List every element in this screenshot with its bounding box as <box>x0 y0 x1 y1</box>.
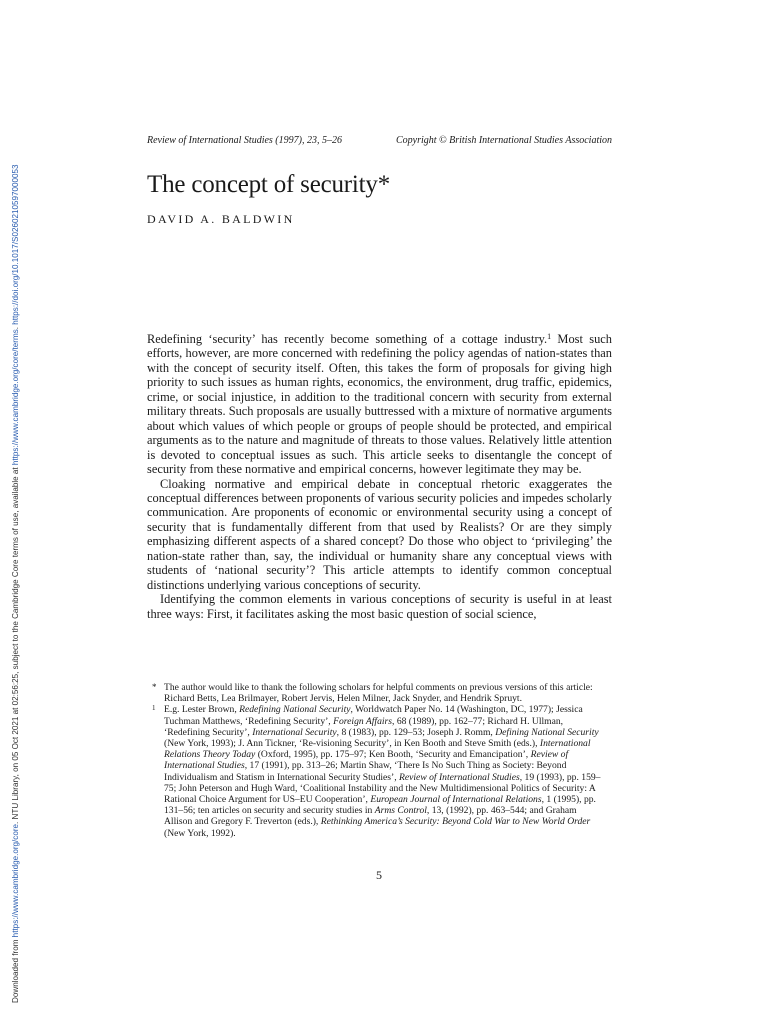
fn1-text: , 17 (1991), pp. 313–26; Martin Shaw, ‘There Is No Such Thing as Society: Beyond Individualism and Statism in International Security Studies’, <box>164 760 567 783</box>
fn1-text: E.g. Lester Brown, <box>164 704 240 716</box>
article-body <box>147 332 612 621</box>
fn1-text: , 19 (1993), pp. 159–75; John Peterson and Hugh Ward, ‘Coalitional Instability and the New Multidimensional Politics of Security: A Rational Choice Argument for US–EU Cooperation’, <box>164 771 601 806</box>
cambridge-core-link[interactable]: https://www.cambridge.org/core <box>11 823 20 938</box>
footnote-star-marker: * <box>152 682 157 692</box>
terms-link[interactable]: https://www.cambridge.org/core/terms <box>11 329 20 466</box>
footnote-star <box>150 682 606 704</box>
article-title: The concept of security* <box>147 171 391 198</box>
fn1-italic: Redefining National Security <box>239 704 351 716</box>
paragraph-1-rest: Most such efforts, however, are more concerned with redefining the policy agendas of nation-states than with the concept of security itself. Often, this takes the form of proposals for giving high priority to such issues as human rights, economics, the environment, drug traffic, epidemics, crime, or social injustice, in addition to the traditional concern with security from external military threats. Such proposals are usually buttressed with a mixture of normative arguments about which values of which people or groups of people should be protected, and empirical arguments as to the nature and magnitude of threats to those values. Relatively little attention is devoted to conceptual issues as such. This article seeks to disentangle the concept of security from these normative and empirical concerns, however legitimate they may be. <box>147 332 613 477</box>
footnote-1-marker: 1 <box>152 704 156 713</box>
fn1-text: , 13, (1992), pp. 463–544; and Graham Allison and Gregory F. Treverton (eds.), <box>164 805 577 828</box>
footnotes <box>150 682 606 839</box>
fn1-text: (New York, 1993); J. Ann Tickner, ‘Re-visioning Security’, in Ken Booth and Steve Smith (eds.), <box>164 738 540 750</box>
download-prefix: Downloaded from <box>11 937 20 1003</box>
fn1-text: , 1 (1995), pp. 131–56; ten articles on security and security studies in <box>164 794 596 817</box>
fn1-text: , Worldwatch Paper No. 14 (Washington, DC, 1977); Jessica Tuchman Matthews, ‘Redefining Security’, <box>164 704 583 727</box>
copyright-notice: Copyright © British International Studies Association <box>395 135 612 146</box>
fn1-italic: Review of International Studies <box>164 749 569 772</box>
paragraph-3: Identifying the common elements in various conceptions of security is useful in at least three ways: First, it facilitates asking the most basic question of social science, <box>147 592 612 621</box>
doi-link[interactable]: https://doi.org/10.1017/S0260210597000053 <box>11 164 20 325</box>
fn1-italic: Rethinking America’s Security: Beyond Cold War to New World Order <box>320 816 591 828</box>
article-author: DAVID A. BALDWIN <box>147 212 295 226</box>
paragraph-1-text: Redefining ‘security’ has recently become something of a cottage industry. <box>147 332 548 346</box>
running-header <box>147 135 612 146</box>
journal-citation: Review of International Studies (1997), 23, 5–26 <box>147 135 342 146</box>
fn1-text: , 68 (1989), pp. 162–77; Richard H. Ullman, ‘Redefining Security’, <box>164 715 564 738</box>
download-sep: . <box>11 324 20 330</box>
paragraph-2: Cloaking normative and empirical debate in conceptual rhetoric exaggerates the conceptual differences between proponents of various security policies and impedes scholarly communication. Are proponents of economic or environmental security using a concept of security that is fundamentally different from that used by Realists? Or are they simply emphasizing different aspects of a shared concept? Do those who object to ‘privileging’ the nation-state rather than, say, the individual or humanity share any conceptual views with students of ‘national security’? This article attempts to identify common conceptual distinctions underlying various conceptions of security. <box>147 476 612 592</box>
fn1-italic: International Security <box>252 726 337 738</box>
fn1-italic: European Journal of International Relations <box>370 794 542 806</box>
fn1-text: (Oxford, 1995), pp. 175–97; Ken Booth, ‘Security and Emancipation’, <box>255 749 531 761</box>
fn1-italic: Defining National Security <box>495 726 599 738</box>
fn1-italic: Foreign Affairs <box>333 715 393 727</box>
paragraph-1 <box>147 332 612 477</box>
download-middle: . NTU Library, on 05 Oct 2021 at 02:56:25, subject to the Cambridge Core terms of use, available at <box>11 465 20 824</box>
fn1-italic: Arms Control <box>374 805 427 817</box>
fn1-italic: International Relations Theory Today <box>164 738 591 761</box>
page-number: 5 <box>376 868 382 882</box>
fn1-text: , 8 (1983), pp. 129–53; Joseph J. Romm, <box>336 726 496 738</box>
fn1-text: (New York, 1992). <box>164 827 236 839</box>
fn1-italic: Review of International Studies <box>399 771 520 783</box>
footnote-1 <box>150 704 606 838</box>
footnote-ref-1: 1 <box>547 332 552 341</box>
footnote-star-text: The author would like to thank the following scholars for helpful comments on previous versions of this article: Richard Betts, Lea Brilmayer, Robert Jervis, Helen Milner, Jack Snyder, and Hendrik Spruyt. <box>164 682 593 705</box>
